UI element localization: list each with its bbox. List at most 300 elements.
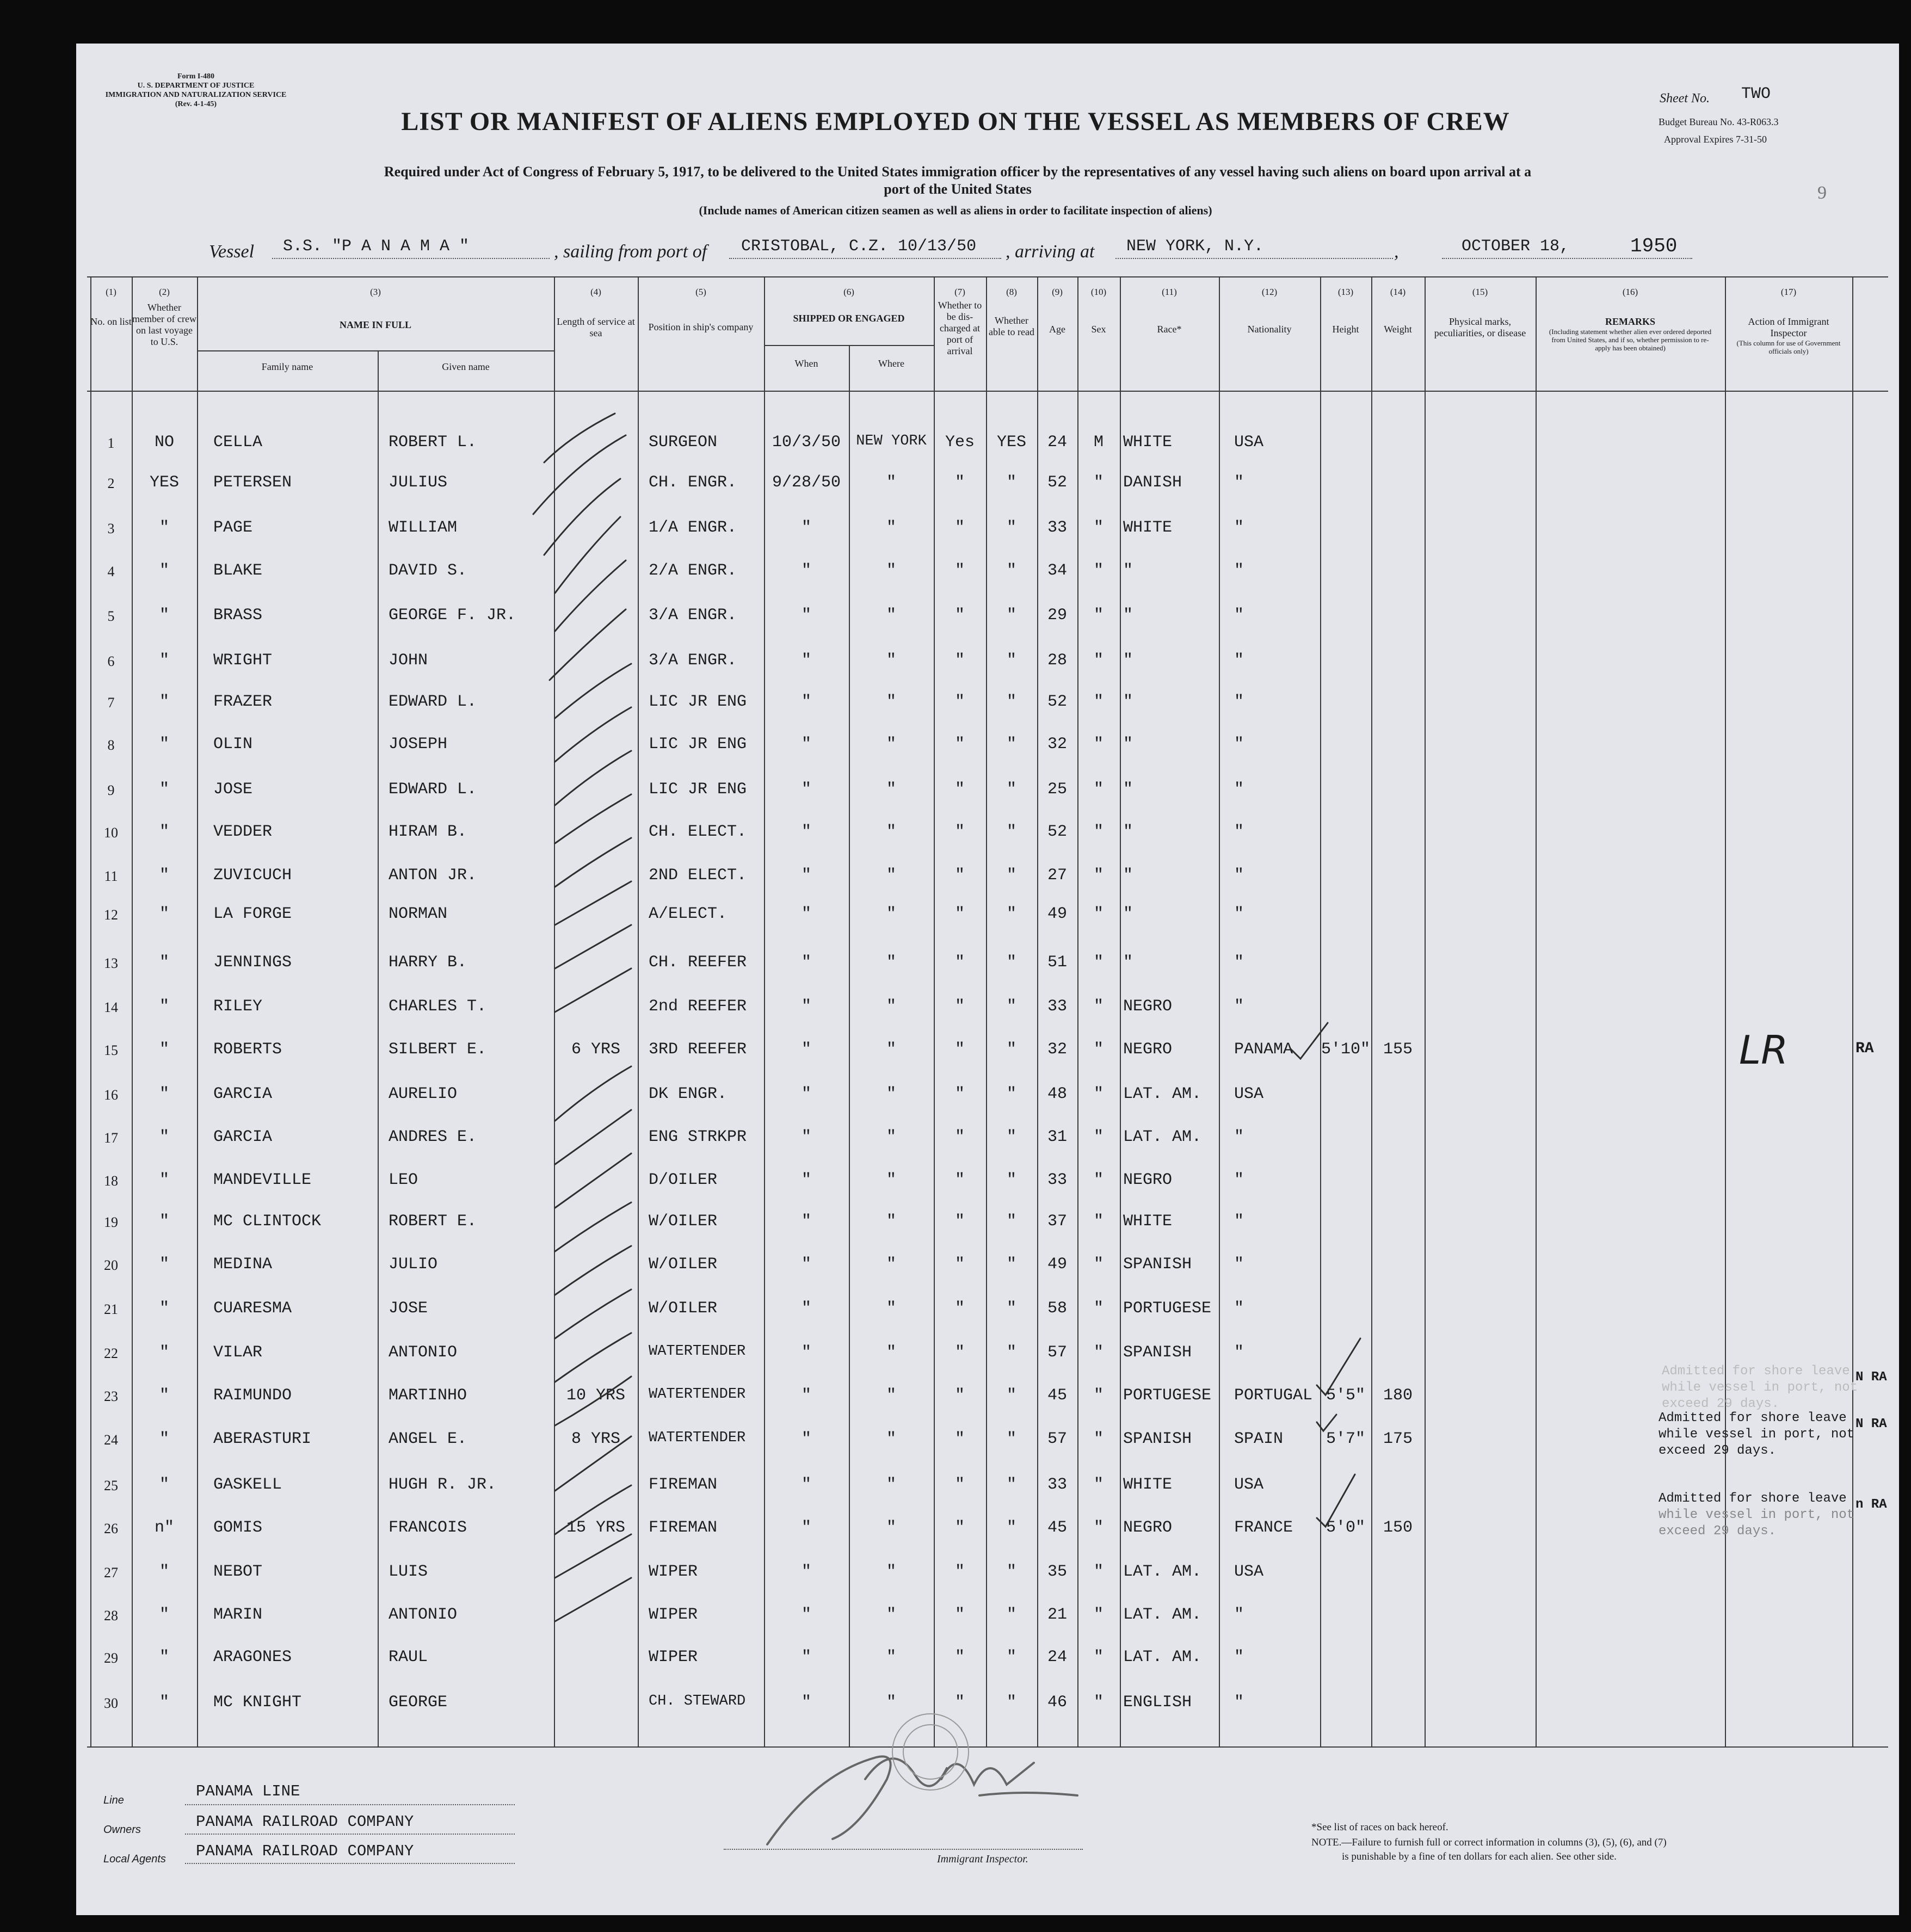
col-15-num: (15) bbox=[1472, 287, 1488, 297]
row-24-weight: 175 bbox=[1383, 1430, 1413, 1448]
row-8-row-number: 8 bbox=[107, 737, 115, 753]
row-14-race: NEGRO bbox=[1123, 997, 1173, 1016]
row-11-age: 27 bbox=[1047, 866, 1067, 885]
row-4-shipped-where: " bbox=[886, 561, 896, 580]
row-5-discharged: " bbox=[954, 606, 965, 625]
row-10-family-name: VEDDER bbox=[213, 823, 273, 841]
remark-line: Admitted for shore leave bbox=[1659, 1491, 1847, 1506]
row-29-shipped-where: " bbox=[886, 1648, 896, 1666]
arrival-year: 1950 bbox=[1630, 235, 1678, 257]
row-6-row-number: 6 bbox=[107, 653, 115, 669]
row-13-position: CH. REEFER bbox=[649, 953, 747, 972]
row-2-shipped-where: " bbox=[886, 473, 896, 492]
row-3-row-number: 3 bbox=[107, 521, 115, 536]
col-5-header bbox=[638, 286, 764, 333]
row-7-family-name: FRAZER bbox=[213, 693, 273, 711]
line-value: PANAMA LINE bbox=[196, 1782, 300, 1800]
col-4-header bbox=[554, 286, 638, 339]
row-2-given-name: JULIUS bbox=[389, 473, 448, 492]
row-27-shipped-when: " bbox=[801, 1563, 811, 1581]
row-16-shipped-where: " bbox=[886, 1085, 896, 1103]
row-26-weight: 150 bbox=[1383, 1519, 1413, 1537]
row-29-age: 24 bbox=[1047, 1648, 1067, 1666]
row-20-shipped-where: " bbox=[886, 1255, 896, 1274]
row-20-prev-voyage: " bbox=[159, 1255, 169, 1274]
row-18-row-number: 18 bbox=[104, 1173, 118, 1189]
row-12-given-name: NORMAN bbox=[389, 905, 448, 923]
row-8-shipped-when: " bbox=[801, 735, 811, 754]
row-24-prev-voyage: " bbox=[159, 1430, 169, 1448]
row-10-shipped-where: " bbox=[886, 823, 896, 841]
sailing-label: , sailing from port of bbox=[554, 242, 707, 262]
row-25-nationality: USA bbox=[1234, 1476, 1264, 1494]
row-19-shipped-when: " bbox=[801, 1212, 811, 1231]
row-14-shipped-where: " bbox=[886, 997, 896, 1016]
row-2-able-to-read: " bbox=[1006, 473, 1016, 492]
row-12-race: " bbox=[1123, 905, 1133, 923]
row-27-row-number: 27 bbox=[104, 1565, 118, 1581]
row-13-nationality: " bbox=[1234, 953, 1244, 972]
col-16-label: REMARKS bbox=[1605, 316, 1655, 327]
row-30-sex: " bbox=[1093, 1693, 1104, 1712]
row-8-shipped-where: " bbox=[886, 735, 896, 754]
row-20-shipped-when: " bbox=[801, 1255, 811, 1274]
row-2-age: 52 bbox=[1047, 473, 1067, 492]
row-24-sex: " bbox=[1093, 1430, 1104, 1448]
row-11-shipped-when: " bbox=[801, 866, 811, 885]
row-6-position: 3/A ENGR. bbox=[649, 651, 737, 670]
form-info bbox=[98, 72, 294, 109]
row-18-age: 33 bbox=[1047, 1171, 1067, 1189]
row-21-family-name: CUARESMA bbox=[213, 1299, 292, 1318]
row-17-nationality: " bbox=[1234, 1128, 1244, 1146]
row-22-family-name: VILAR bbox=[213, 1343, 263, 1362]
row-12-family-name: LA FORGE bbox=[213, 905, 292, 923]
row-5-family-name: BRASS bbox=[213, 606, 263, 625]
row-26-able-to-read: " bbox=[1006, 1519, 1016, 1537]
row-11-family-name: ZUVICUCH bbox=[213, 866, 292, 885]
service-check-marks bbox=[522, 403, 642, 1643]
legal-requirement bbox=[114, 163, 1801, 198]
row-25-able-to-read: " bbox=[1006, 1476, 1016, 1494]
row-9-discharged: " bbox=[954, 780, 965, 799]
row-26-race: NEGRO bbox=[1123, 1519, 1173, 1537]
remark-line: exceed 29 days. bbox=[1659, 1443, 1777, 1458]
row-30-nationality: " bbox=[1234, 1693, 1244, 1712]
col-17-sub: (This column for use of Government officials only) bbox=[1736, 339, 1841, 355]
row-26-family-name: GOMIS bbox=[213, 1519, 263, 1537]
row-1-family-name: CELLA bbox=[213, 433, 263, 452]
row-4-given-name: DAVID S. bbox=[389, 561, 467, 580]
row-14-shipped-when: " bbox=[801, 997, 811, 1016]
row-22-shipped-where: " bbox=[886, 1343, 896, 1362]
row-25-shipped-when: " bbox=[801, 1476, 811, 1494]
row-26-height: 5'0" bbox=[1326, 1519, 1365, 1537]
row-7-position: LIC JR ENG bbox=[649, 693, 747, 711]
row-19-sex: " bbox=[1093, 1212, 1104, 1231]
row-3-discharged: " bbox=[954, 519, 965, 537]
row-11-race: " bbox=[1123, 866, 1133, 885]
row-20-row-number: 20 bbox=[104, 1257, 118, 1273]
row-19-prev-voyage: " bbox=[159, 1212, 169, 1231]
col-13-header bbox=[1320, 286, 1371, 335]
row-23-weight: 180 bbox=[1383, 1386, 1413, 1405]
row-27-nationality: USA bbox=[1234, 1563, 1264, 1581]
row-27-age: 35 bbox=[1047, 1563, 1067, 1581]
row-12-position: A/ELECT. bbox=[649, 905, 728, 923]
row-17-row-number: 17 bbox=[104, 1130, 118, 1146]
row-3-given-name: WILLIAM bbox=[389, 519, 458, 537]
row-13-age: 51 bbox=[1047, 953, 1067, 972]
col-5-num: (5) bbox=[695, 287, 706, 297]
row-23-age: 45 bbox=[1047, 1386, 1067, 1405]
row-20-family-name: MEDINA bbox=[213, 1255, 273, 1274]
row-25-discharged: " bbox=[954, 1476, 965, 1494]
remark-row-24 bbox=[1659, 1410, 1854, 1459]
row-8-able-to-read: " bbox=[1006, 735, 1016, 754]
col-12-header bbox=[1219, 286, 1320, 335]
col-5-label: Position in ship's company bbox=[648, 322, 754, 332]
row-20-given-name: JULIO bbox=[389, 1255, 438, 1274]
row-29-row-number: 29 bbox=[104, 1650, 118, 1666]
row-14-family-name: RILEY bbox=[213, 997, 263, 1016]
row-25-age: 33 bbox=[1047, 1476, 1067, 1494]
row-30-family-name: MC KNIGHT bbox=[213, 1693, 302, 1712]
col-2-header bbox=[132, 286, 197, 348]
row-10-row-number: 10 bbox=[104, 825, 118, 841]
row-8-nationality: " bbox=[1234, 735, 1244, 754]
row-19-nationality: " bbox=[1234, 1212, 1244, 1231]
row-6-prev-voyage: " bbox=[159, 651, 169, 670]
row-11-shipped-where: " bbox=[886, 866, 896, 885]
row-25-given-name: HUGH R. JR. bbox=[389, 1476, 497, 1494]
row-5-nationality: " bbox=[1234, 606, 1244, 625]
row-17-shipped-where: " bbox=[886, 1128, 896, 1146]
col-11-header bbox=[1120, 286, 1219, 335]
row-26-shipped-where: " bbox=[886, 1519, 896, 1537]
row-21-age: 58 bbox=[1047, 1299, 1067, 1318]
col-12-num: (12) bbox=[1261, 287, 1278, 297]
row-26-age: 45 bbox=[1047, 1519, 1067, 1537]
row-27-position: WIPER bbox=[649, 1563, 698, 1581]
row-10-discharged: " bbox=[954, 823, 965, 841]
row-19-row-number: 19 bbox=[104, 1214, 118, 1230]
row-15-prev-voyage: " bbox=[159, 1040, 169, 1059]
row-10-position: CH. ELECT. bbox=[649, 823, 747, 841]
row-17-race: LAT. AM. bbox=[1123, 1128, 1202, 1146]
remark-line: while vessel in port, not bbox=[1659, 1508, 1855, 1522]
row-11-sex: " bbox=[1093, 866, 1104, 885]
row-7-discharged: " bbox=[954, 693, 965, 711]
row-24-height: 5'7" bbox=[1326, 1430, 1365, 1448]
col-2-label: Whether member of crew on last voyage to U.S. bbox=[132, 302, 196, 347]
row-1-given-name: ROBERT L. bbox=[389, 433, 477, 452]
row-16-row-number: 16 bbox=[104, 1087, 118, 1103]
row-19-family-name: MC CLINTOCK bbox=[213, 1212, 322, 1231]
row-14-discharged: " bbox=[954, 997, 965, 1016]
row-8-discharged: " bbox=[954, 735, 965, 754]
row-4-able-to-read: " bbox=[1006, 561, 1016, 580]
row-27-prev-voyage: " bbox=[159, 1563, 169, 1581]
row-18-prev-voyage: " bbox=[159, 1171, 169, 1189]
col-15-label: Physical marks, peculiarities, or disease bbox=[1434, 316, 1526, 338]
row-25-race: WHITE bbox=[1123, 1476, 1173, 1494]
row-3-nationality: " bbox=[1234, 519, 1244, 537]
row-12-shipped-when: " bbox=[801, 905, 811, 923]
col-17-header bbox=[1725, 286, 1852, 355]
row-15-nationality: PANAMA bbox=[1234, 1040, 1293, 1059]
col-1-num: (1) bbox=[106, 287, 116, 297]
punch-hole bbox=[26, 1296, 54, 1324]
col-15-header bbox=[1425, 286, 1536, 339]
row-18-nationality: " bbox=[1234, 1171, 1244, 1189]
row-1-race: WHITE bbox=[1123, 433, 1173, 452]
row-18-family-name: MANDEVILLE bbox=[213, 1171, 312, 1189]
row-30-discharged: " bbox=[954, 1693, 965, 1712]
row-29-sex: " bbox=[1093, 1648, 1104, 1666]
row-15-height: 5'10" bbox=[1321, 1040, 1370, 1059]
col-14-num: (14) bbox=[1390, 287, 1406, 297]
comma: , bbox=[1394, 242, 1399, 262]
row-16-shipped-when: " bbox=[801, 1085, 811, 1103]
when-header: When bbox=[794, 358, 818, 369]
revision: (Rev. 4-1-45) bbox=[175, 100, 217, 108]
col-8-label: Whether able to read bbox=[989, 315, 1034, 337]
row-20-race: SPANISH bbox=[1123, 1255, 1192, 1274]
row-3-shipped-where: " bbox=[886, 519, 896, 537]
row-25-row-number: 25 bbox=[104, 1478, 118, 1493]
row-12-able-to-read: " bbox=[1006, 905, 1016, 923]
row-4-family-name: BLAKE bbox=[213, 561, 263, 580]
col-3-num: (3) bbox=[370, 287, 381, 297]
col-6-header bbox=[764, 286, 934, 324]
row-24-age: 57 bbox=[1047, 1430, 1067, 1448]
row-21-shipped-where: " bbox=[886, 1299, 896, 1318]
owners-value: PANAMA RAILROAD COMPANY bbox=[196, 1813, 414, 1831]
punch-hole bbox=[26, 585, 54, 614]
row-11-able-to-read: " bbox=[1006, 866, 1016, 885]
row-4-shipped-when: " bbox=[801, 561, 811, 580]
row-8-prev-voyage: " bbox=[159, 735, 169, 754]
sailing-from: CRISTOBAL, C.Z. 10/13/50 bbox=[741, 237, 977, 256]
row-29-prev-voyage: " bbox=[159, 1648, 169, 1666]
row-26-row-number: 26 bbox=[104, 1521, 118, 1536]
row-28-nationality: " bbox=[1234, 1606, 1244, 1624]
row-26-given-name: FRANCOIS bbox=[389, 1519, 467, 1537]
edge-mark: N RA bbox=[1855, 1417, 1887, 1431]
col-8-num: (8) bbox=[1006, 287, 1017, 297]
row-28-able-to-read: " bbox=[1006, 1606, 1016, 1624]
family-name-header: Family name bbox=[261, 361, 313, 372]
row-4-nationality: " bbox=[1234, 561, 1244, 580]
row-18-shipped-when: " bbox=[801, 1171, 811, 1189]
row-2-sex: " bbox=[1093, 473, 1104, 492]
row-27-family-name: NEBOT bbox=[213, 1563, 263, 1581]
col-14-label: Weight bbox=[1384, 324, 1412, 335]
row-14-given-name: CHARLES T. bbox=[389, 997, 487, 1016]
punch-hole bbox=[26, 215, 54, 244]
col-9-label: Age bbox=[1049, 324, 1065, 335]
row-3-shipped-when: " bbox=[801, 519, 811, 537]
row-6-shipped-when: " bbox=[801, 651, 811, 670]
row-15-row-number: 15 bbox=[104, 1042, 118, 1058]
row-7-given-name: EDWARD L. bbox=[389, 693, 477, 711]
row-7-able-to-read: " bbox=[1006, 693, 1016, 711]
row-2-shipped-when: 9/28/50 bbox=[772, 473, 841, 492]
row-16-given-name: AURELIO bbox=[389, 1085, 458, 1103]
edge-mark: N RA bbox=[1855, 1370, 1887, 1385]
row-24-family-name: ABERASTURI bbox=[213, 1430, 312, 1448]
row-11-row-number: 11 bbox=[104, 868, 118, 884]
row-17-family-name: GARCIA bbox=[213, 1128, 273, 1146]
row-7-nationality: " bbox=[1234, 693, 1244, 711]
row-23-given-name: MARTINHO bbox=[389, 1386, 467, 1405]
row-30-age: 46 bbox=[1047, 1693, 1067, 1712]
row-1-nationality: USA bbox=[1234, 433, 1264, 452]
row-22-age: 57 bbox=[1047, 1343, 1067, 1362]
row-28-discharged: " bbox=[954, 1606, 965, 1624]
row-18-shipped-where: " bbox=[886, 1171, 896, 1189]
row-11-prev-voyage: " bbox=[159, 866, 169, 885]
row-14-nationality: " bbox=[1234, 997, 1244, 1016]
row-7-sex: " bbox=[1093, 693, 1104, 711]
row-6-race: " bbox=[1123, 651, 1133, 670]
row-9-position: LIC JR ENG bbox=[649, 780, 747, 799]
col-6-label: SHIPPED OR ENGAGED bbox=[793, 313, 905, 324]
row-9-age: 25 bbox=[1047, 780, 1067, 799]
row-29-able-to-read: " bbox=[1006, 1648, 1016, 1666]
col-1-label: No. on list bbox=[90, 316, 132, 327]
remark-row-26 bbox=[1659, 1491, 1854, 1540]
row-14-able-to-read: " bbox=[1006, 997, 1016, 1016]
row-9-family-name: JOSE bbox=[213, 780, 253, 799]
row-24-able-to-read: " bbox=[1006, 1430, 1016, 1448]
col-7-label: Whether to be dis-charged at port of arrival bbox=[938, 300, 982, 356]
row-13-row-number: 13 bbox=[104, 955, 118, 971]
row-19-able-to-read: " bbox=[1006, 1212, 1016, 1231]
form-title: LIST OR MANIFEST OF ALIENS EMPLOYED ON THE VESSEL AS MEMBERS OF CREW bbox=[401, 107, 1510, 136]
row-15-race: NEGRO bbox=[1123, 1040, 1173, 1059]
row-14-prev-voyage: " bbox=[159, 997, 169, 1016]
row-15-family-name: ROBERTS bbox=[213, 1040, 282, 1059]
row-30-shipped-when: " bbox=[801, 1693, 811, 1712]
page-mark: 9 bbox=[1817, 183, 1827, 203]
sheet-label: Sheet No. bbox=[1660, 91, 1710, 106]
col-10-label: Sex bbox=[1091, 324, 1106, 335]
row-17-discharged: " bbox=[954, 1128, 965, 1146]
row-11-given-name: ANTON JR. bbox=[389, 866, 477, 885]
row-15-shipped-when: " bbox=[801, 1040, 811, 1059]
row-26-nationality: FRANCE bbox=[1234, 1519, 1293, 1537]
row-3-prev-voyage: " bbox=[159, 519, 169, 537]
punch-hole bbox=[26, 1567, 54, 1595]
row-7-shipped-where: " bbox=[886, 693, 896, 711]
row-17-prev-voyage: " bbox=[159, 1128, 169, 1146]
row-24-given-name: ANGEL E. bbox=[389, 1430, 467, 1448]
row-1-row-number: 1 bbox=[107, 435, 115, 451]
row-29-race: LAT. AM. bbox=[1123, 1648, 1202, 1666]
row-5-able-to-read: " bbox=[1006, 606, 1016, 625]
row-27-able-to-read: " bbox=[1006, 1563, 1016, 1581]
row-4-discharged: " bbox=[954, 561, 965, 580]
remark-line: Admitted for shore leave bbox=[1662, 1364, 1850, 1379]
row-17-age: 31 bbox=[1047, 1128, 1067, 1146]
row-1-prev-voyage: NO bbox=[154, 433, 174, 452]
row-22-nationality: " bbox=[1234, 1343, 1244, 1362]
row-21-given-name: JOSE bbox=[389, 1299, 428, 1318]
row-1-age: 24 bbox=[1047, 433, 1067, 452]
row-23-prev-voyage: " bbox=[159, 1386, 169, 1405]
row-24-nationality: SPAIN bbox=[1234, 1430, 1284, 1448]
row-1-able-to-read: YES bbox=[996, 433, 1026, 452]
row-4-position: 2/A ENGR. bbox=[649, 561, 737, 580]
row-2-discharged: " bbox=[954, 473, 965, 492]
row-23-family-name: RAIMUNDO bbox=[213, 1386, 292, 1405]
row-1-shipped-where: NEW YORK bbox=[856, 433, 927, 449]
row-13-discharged: " bbox=[954, 953, 965, 972]
nationality-check-marks bbox=[1284, 1012, 1371, 1534]
col-12-label: Nationality bbox=[1247, 324, 1292, 335]
punch-hole bbox=[26, 311, 54, 340]
row-18-discharged: " bbox=[954, 1171, 965, 1189]
edge-mark: n RA bbox=[1855, 1497, 1887, 1512]
row-19-given-name: ROBERT E. bbox=[389, 1212, 477, 1231]
row-3-age: 33 bbox=[1047, 519, 1067, 537]
col-9-num: (9) bbox=[1052, 287, 1063, 297]
row-29-nationality: " bbox=[1234, 1648, 1244, 1666]
row-23-able-to-read: " bbox=[1006, 1386, 1016, 1405]
row-16-race: LAT. AM. bbox=[1123, 1085, 1202, 1103]
row-23-height: 5'5" bbox=[1326, 1386, 1365, 1405]
agents-value: PANAMA RAILROAD COMPANY bbox=[196, 1842, 414, 1860]
row-23-position: WATERTENDER bbox=[649, 1386, 746, 1403]
row-30-able-to-read: " bbox=[1006, 1693, 1016, 1712]
row-16-position: DK ENGR. bbox=[649, 1085, 728, 1103]
row-10-shipped-when: " bbox=[801, 823, 811, 841]
row-22-given-name: ANTONIO bbox=[389, 1343, 458, 1362]
row-8-age: 32 bbox=[1047, 735, 1067, 754]
row-10-prev-voyage: " bbox=[159, 823, 169, 841]
col-17-label: Action of Immigrant Inspector bbox=[1748, 316, 1829, 338]
row-11-position: 2ND ELECT. bbox=[649, 866, 747, 885]
arriving-at: NEW YORK, N.Y. bbox=[1126, 237, 1264, 256]
row-3-sex: " bbox=[1093, 519, 1104, 537]
row-14-sex: " bbox=[1093, 997, 1104, 1016]
row-8-race: " bbox=[1123, 735, 1133, 754]
row-24-discharged: " bbox=[954, 1430, 965, 1448]
row-17-given-name: ANDRES E. bbox=[389, 1128, 477, 1146]
row-1-shipped-when: 10/3/50 bbox=[772, 433, 841, 452]
row-22-race: SPANISH bbox=[1123, 1343, 1192, 1362]
row-16-discharged: " bbox=[954, 1085, 965, 1103]
row-9-shipped-when: " bbox=[801, 780, 811, 799]
row-21-position: W/OILER bbox=[649, 1299, 718, 1318]
row-22-sex: " bbox=[1093, 1343, 1104, 1362]
row-21-shipped-when: " bbox=[801, 1299, 811, 1318]
col-10-header bbox=[1077, 286, 1120, 335]
approval-expiry: Approval Expires 7-31-50 bbox=[1664, 134, 1767, 145]
row-12-prev-voyage: " bbox=[159, 905, 169, 923]
service: IMMIGRATION AND NATURALIZATION SERVICE bbox=[105, 91, 287, 99]
row-9-given-name: EDWARD L. bbox=[389, 780, 477, 799]
row-5-row-number: 5 bbox=[107, 608, 115, 624]
row-25-position: FIREMAN bbox=[649, 1476, 718, 1494]
row-2-position: CH. ENGR. bbox=[649, 473, 737, 492]
row-20-sex: " bbox=[1093, 1255, 1104, 1274]
row-23-service-length: 10 YRS bbox=[566, 1386, 626, 1405]
row-4-sex: " bbox=[1093, 561, 1104, 580]
races-note: *See list of races on back hereof. bbox=[1311, 1822, 1448, 1833]
